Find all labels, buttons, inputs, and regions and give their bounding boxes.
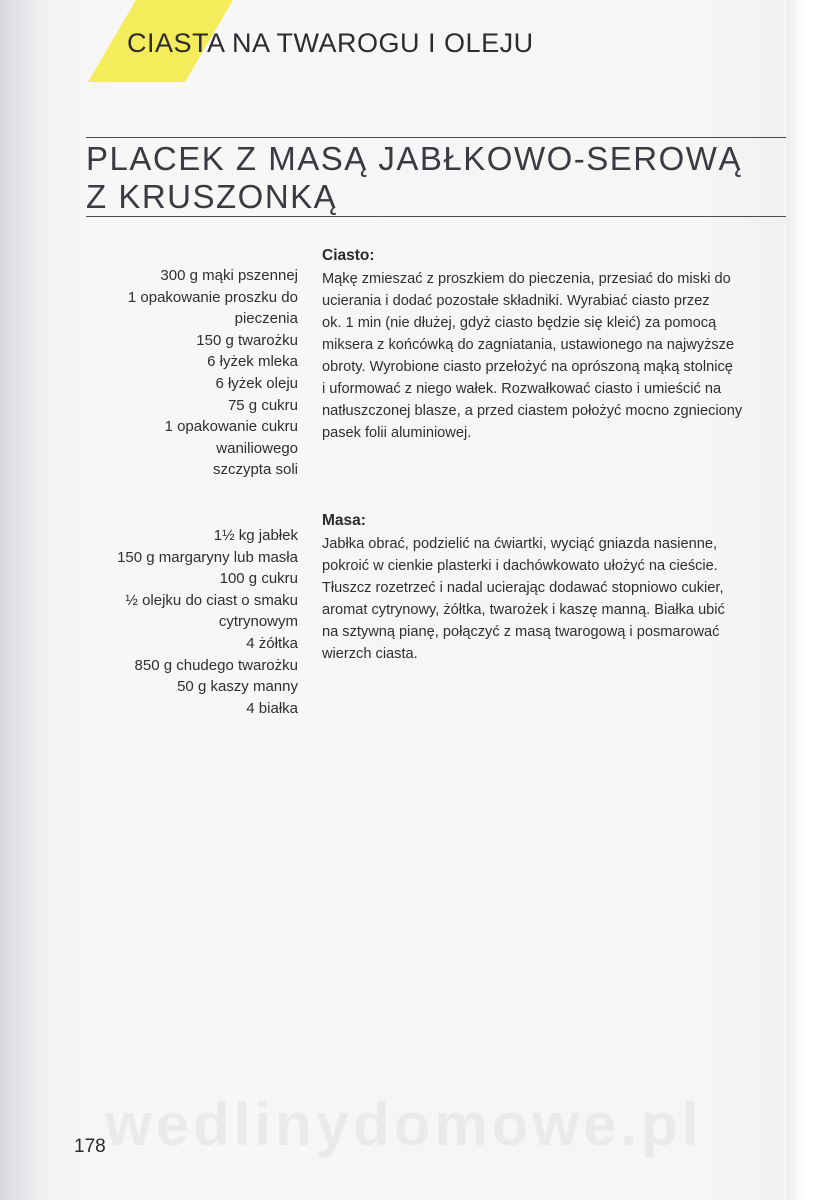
ingredient-item: 4 białka <box>246 699 298 717</box>
ingredient-item: 4 żółtka <box>246 634 298 652</box>
step-text-line: pokroić w cienkie plasterki i dachówkowato ułożyć na cieście. <box>322 558 718 574</box>
step-text-line: natłuszczonej blasze, a przed ciastem położyć mocno zgnieciony <box>322 403 743 419</box>
title-top-rule <box>86 137 786 138</box>
step-text-line: miksera z końcówką do zagniatania, ustawionego na najwyższe <box>322 337 735 353</box>
step-heading: Masa: <box>322 512 366 529</box>
step-text-line: aromat cytrynowy, żółtka, twarożek i kaszę manną. Białka ubić <box>322 602 725 618</box>
ingredient-item: 150 g twarożku <box>196 331 298 349</box>
ingredient-item: 100 g cukru <box>219 570 298 588</box>
step-text-line: Tłuszcz rozetrzeć i nadal ucierając dodawać stopniowo cukier, <box>322 580 724 596</box>
section-title: CIASTA NA TWAROGU I OLEJU <box>127 28 534 58</box>
step-text-line: pasek folii aluminiowej. <box>322 425 472 441</box>
recipe-title-line-2: Z KRUSZONKĄ <box>86 178 338 215</box>
step-text-line: ucierania i dodać pozostałe składniki. Wyrabiać ciasto przez <box>322 293 710 309</box>
step-filling <box>322 511 788 665</box>
step-text-line: na sztywną pianę, połączyć z masą twarogową i posmarować <box>322 624 720 640</box>
step-text-line: Jabłka obrać, podzielić na ćwiartki, wyciąć gniazda nasienne, <box>322 536 718 552</box>
ingredient-item: szczypta soli <box>212 461 298 479</box>
watermark: wedlinydomowe.pl <box>105 1091 703 1158</box>
ingredient-item: 1½ kg jabłek <box>213 527 298 544</box>
step-text-line: Mąkę zmieszać z proszkiem do pieczenia, przesiać do miski do <box>322 271 731 287</box>
step-heading: Ciasto: <box>322 247 375 264</box>
step-text-line: obroty. Wyrobione ciasto przełożyć na oprószoną mąką stolnicę <box>322 359 733 375</box>
page-number: 178 <box>74 1136 106 1157</box>
ingredient-item: 1 opakowanie cukru <box>164 418 298 436</box>
step-text-line: ok. 1 min (nie dłużej, gdyż ciasto będzie się kleić) za pomocą <box>322 315 717 331</box>
step-dough <box>322 246 788 444</box>
ingredient-item: cytrynowym <box>218 613 298 631</box>
step-text-line: wierzch ciasta. <box>322 646 418 662</box>
recipe-title <box>86 140 786 216</box>
page-edge <box>786 0 834 1200</box>
step-text-line: i uformować z niego wałek. Rozwałkować ciasto i umieścić na <box>322 381 722 397</box>
ingredients-filling-list <box>117 525 298 719</box>
ingredients-dough-list <box>128 265 298 481</box>
ingredient-item: 850 g chudego twarożku <box>134 656 298 674</box>
ingredient-item: 6 łyżek oleju <box>215 374 298 392</box>
ingredient-item: 6 łyżek mleka <box>207 353 298 371</box>
ingredient-item: 1 opakowanie proszku do <box>127 288 298 306</box>
ingredient-item: ½ olejku do ciast o smaku <box>125 591 298 609</box>
ingredient-item: 50 g kaszy manny <box>177 678 298 696</box>
title-bottom-rule <box>86 216 786 217</box>
ingredient-item: waniliowego <box>216 439 298 457</box>
page-binding-shadow <box>0 0 55 1200</box>
ingredient-item: pieczenia <box>234 310 298 328</box>
ingredient-item: 150 g margaryny lub masła <box>117 548 298 566</box>
recipe-title-line-1: PLACEK Z MASĄ JABŁKOWO-SEROWĄ <box>86 140 742 177</box>
ingredient-item: 75 g cukru <box>227 396 298 414</box>
ingredient-item: 300 g mąki pszennej <box>160 267 298 284</box>
